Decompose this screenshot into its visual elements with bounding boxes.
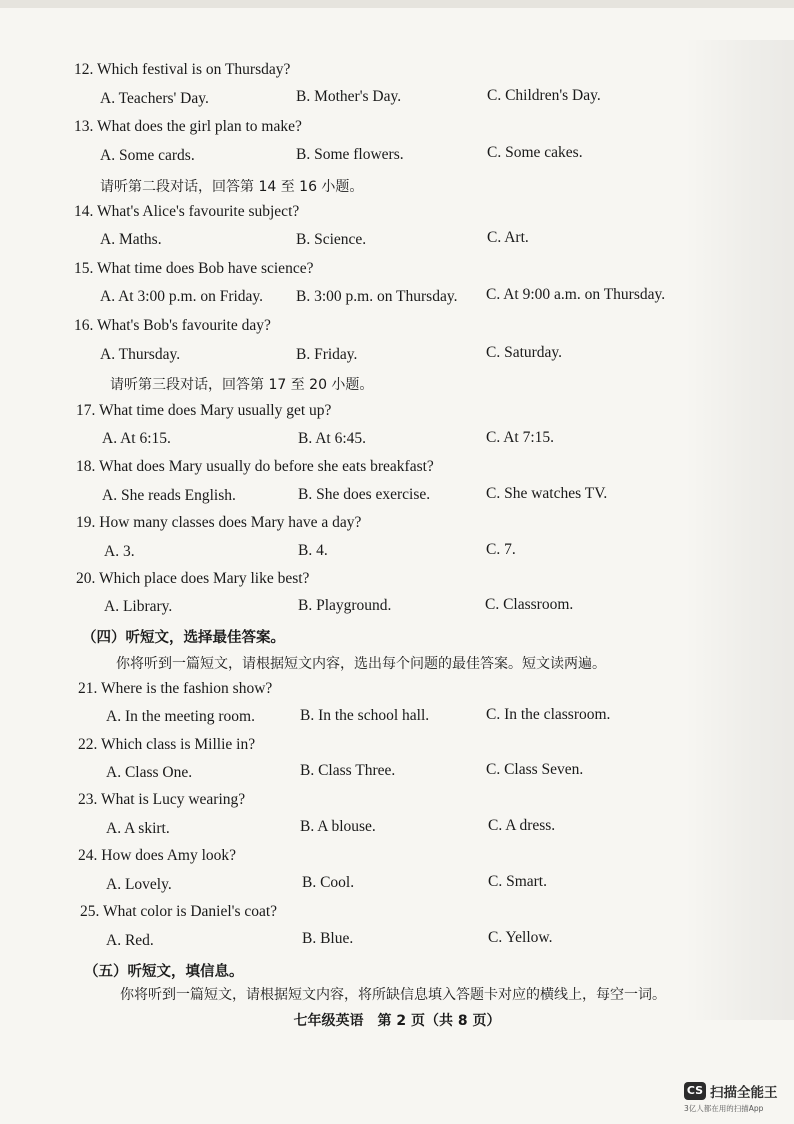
q14-option-c: C. Art. bbox=[487, 229, 529, 246]
q13-option-a: A. Some cards. bbox=[100, 147, 195, 164]
q18-option-c: C. She watches TV. bbox=[486, 485, 608, 502]
scanner-tagline: 3亿人都在用的扫描App bbox=[684, 1104, 764, 1113]
q22-option-c: C. Class Seven. bbox=[486, 761, 584, 778]
q12-option-a: A. Teachers' Day. bbox=[100, 90, 209, 107]
dialog-3-instruction: 请听第三段对话，回答第 17 至 20 小题。 bbox=[110, 377, 374, 393]
q15-option-a: A. At 3:00 p.m. on Friday. bbox=[100, 288, 264, 305]
q13-option-c: C. Some cakes. bbox=[487, 144, 583, 161]
q19-option-c: C. 7. bbox=[486, 541, 516, 558]
q16-option-a: A. Thursday. bbox=[100, 346, 181, 363]
q13-option-b: B. Some flowers. bbox=[296, 146, 404, 163]
question-21: 21. Where is the fashion show? bbox=[78, 680, 273, 697]
q20-option-a: A. Library. bbox=[104, 598, 173, 615]
q19-option-a: A. 3. bbox=[104, 543, 135, 560]
section-4-description: 你将听到一篇短文，请根据短文内容，选出每个问题的最佳答案。短文读两遍。 bbox=[116, 656, 606, 672]
question-18: 18. What does Mary usually do before she eats breakfast? bbox=[76, 458, 434, 475]
question-25: 25. What color is Daniel's coat? bbox=[80, 903, 278, 920]
question-16: 16. What's Bob's favourite day? bbox=[74, 317, 271, 334]
question-13: 13. What does the girl plan to make? bbox=[74, 118, 302, 135]
section-5-title: （五）听短文，填信息。 bbox=[84, 964, 244, 980]
section-4-title: （四）听短文，选择最佳答案。 bbox=[82, 630, 285, 646]
q23-option-a: A. A skirt. bbox=[106, 820, 170, 837]
q19-option-b: B. 4. bbox=[298, 542, 328, 559]
q21-option-a: A. In the meeting room. bbox=[106, 708, 255, 725]
question-23: 23. What is Lucy wearing? bbox=[78, 791, 246, 808]
q21-option-c: C. In the classroom. bbox=[486, 706, 611, 723]
question-14: 14. What's Alice's favourite subject? bbox=[74, 203, 300, 220]
question-22: 22. Which class is Millie in? bbox=[78, 736, 256, 753]
q24-option-a: A. Lovely. bbox=[106, 876, 172, 893]
q20-option-c: C. Classroom. bbox=[485, 596, 574, 613]
question-17: 17. What time does Mary usually get up? bbox=[76, 402, 332, 419]
q25-option-c: C. Yellow. bbox=[488, 929, 553, 946]
q12-option-c: C. Children's Day. bbox=[487, 87, 601, 104]
q24-option-b: B. Cool. bbox=[302, 874, 355, 891]
q18-option-b: B. She does exercise. bbox=[298, 486, 431, 503]
question-24: 24. How does Amy look? bbox=[78, 847, 237, 864]
q15-option-b: B. 3:00 p.m. on Thursday. bbox=[296, 288, 458, 305]
q20-option-b: B. Playground. bbox=[298, 597, 392, 614]
q22-option-b: B. Class Three. bbox=[300, 762, 396, 779]
q23-option-c: C. A dress. bbox=[488, 817, 556, 834]
question-20: 20. Which place does Mary like best? bbox=[76, 570, 310, 587]
dialog-2-instruction: 请听第二段对话，回答第 14 至 16 小题。 bbox=[100, 179, 364, 195]
q23-option-b: B. A blouse. bbox=[300, 818, 376, 835]
q17-option-c: C. At 7:15. bbox=[486, 429, 555, 446]
question-15: 15. What time does Bob have science? bbox=[74, 260, 314, 277]
q25-option-a: A. Red. bbox=[106, 932, 154, 949]
q24-option-c: C. Smart. bbox=[488, 873, 547, 890]
question-12: 12. Which festival is on Thursday? bbox=[74, 61, 291, 78]
q16-option-b: B. Friday. bbox=[296, 346, 358, 363]
section-5-description: 你将听到一篇短文，请根据短文内容，将所缺信息填入答题卡对应的横线上，每空一词。 bbox=[120, 987, 666, 1003]
scanner-app-name: 扫描全能王 bbox=[710, 1085, 778, 1101]
q25-option-b: B. Blue. bbox=[302, 930, 354, 947]
scan-top-band bbox=[0, 0, 794, 8]
q14-option-a: A. Maths. bbox=[100, 231, 162, 248]
q16-option-c: C. Saturday. bbox=[486, 344, 563, 361]
bleed-through-shadow bbox=[684, 40, 794, 1020]
q12-option-b: B. Mother's Day. bbox=[296, 88, 402, 105]
q15-option-c: C. At 9:00 a.m. on Thursday. bbox=[486, 286, 666, 303]
scanner-watermark bbox=[684, 1080, 790, 1116]
page-footer: 七年级英语 第 2 页（共 8 页） bbox=[293, 1013, 501, 1029]
q22-option-a: A. Class One. bbox=[106, 764, 193, 781]
q21-option-b: B. In the school hall. bbox=[300, 707, 430, 724]
q18-option-a: A. She reads English. bbox=[102, 487, 236, 504]
q14-option-b: B. Science. bbox=[296, 231, 367, 248]
q17-option-a: A. At 6:15. bbox=[102, 430, 171, 447]
question-19: 19. How many classes does Mary have a day? bbox=[76, 514, 362, 531]
camscanner-logo-icon: CS bbox=[684, 1082, 706, 1100]
q17-option-b: B. At 6:45. bbox=[298, 430, 367, 447]
